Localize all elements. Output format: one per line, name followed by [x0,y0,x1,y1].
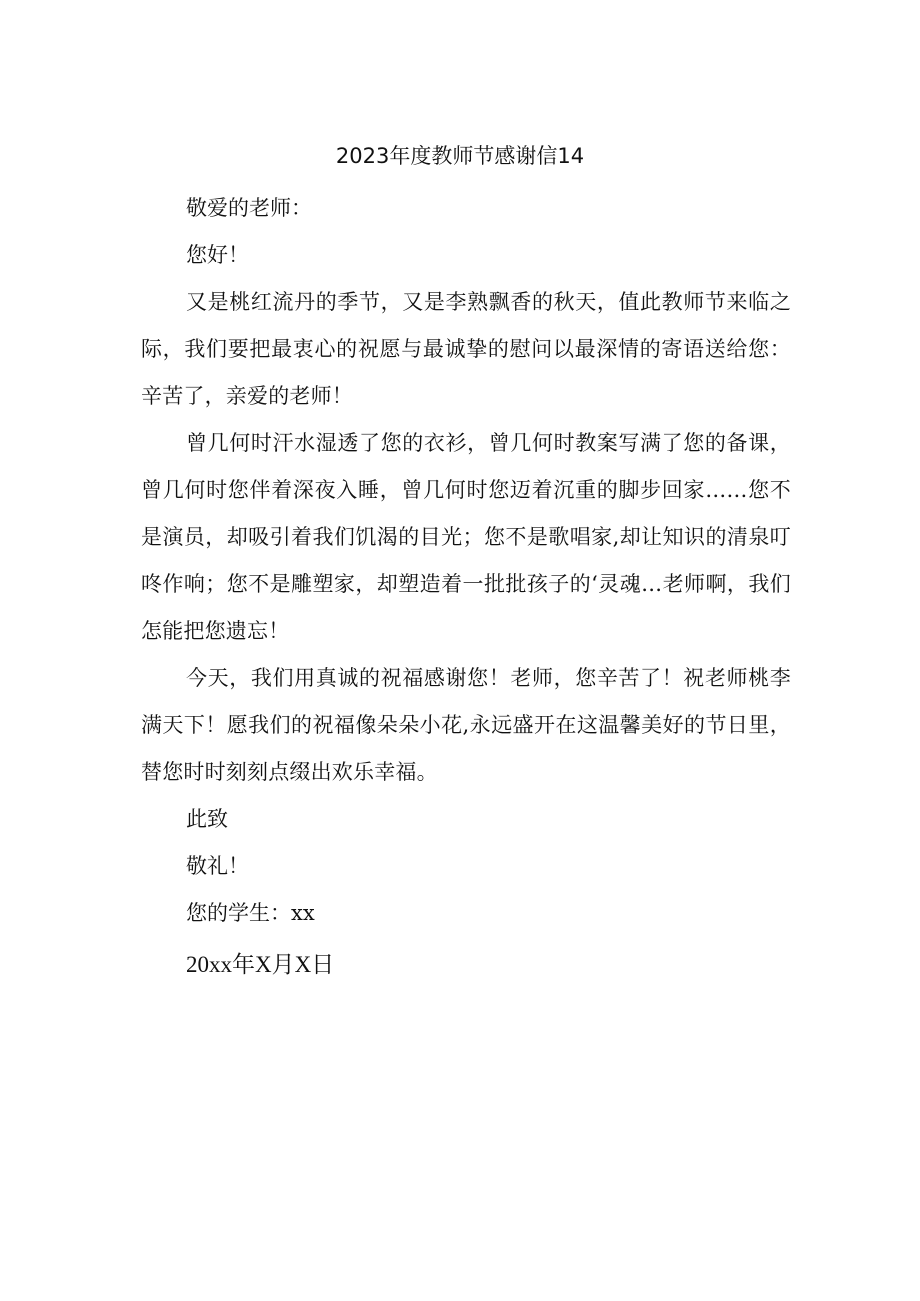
paragraph-3: 今天，我们用真诚的祝福感谢您！老师，您辛苦了！祝老师桃李满天下！愿我们的祝福像朵朵小花,永远盛开在这温馨美好的节日里，替您时时刻刻点缀出欢乐幸福。 [141,666,791,784]
letter-body [141,185,791,988]
salutation: 敬爱的老师： [186,196,312,220]
paragraph-1: 又是桃红流丹的季节，又是李熟飘香的秋天，值此教师节来临之际，我们要把最衷心的祝愿与最诚挚的慰问以最深情的寄语送给您：辛苦了，亲爱的老师！ [141,290,791,408]
closing-line-2: 敬礼！ [186,854,249,878]
paragraph-2: 曾几何时汗水湿透了您的衣衫，曾几何时教案写满了您的备课，曾几何时您伴着深夜入睡，曾几何时您迈着沉重的脚步回家……您不是演员，却吸引着我们饥渴的目光；您不是歌唱家,却让知识的清泉叮咚作响；您不是雕塑家，却塑造着一批批孩子的‘灵魂…老师啊，我们怎能把您遗忘！ [141,431,791,643]
greeting: 您好！ [186,243,249,267]
closing-line-1: 此致 [186,807,228,831]
letter-date: 20xx年X月X日 [186,952,335,977]
signature: 您的学生：xx [186,901,315,925]
letter-title: 2023年度教师节感谢信14 [335,144,585,168]
